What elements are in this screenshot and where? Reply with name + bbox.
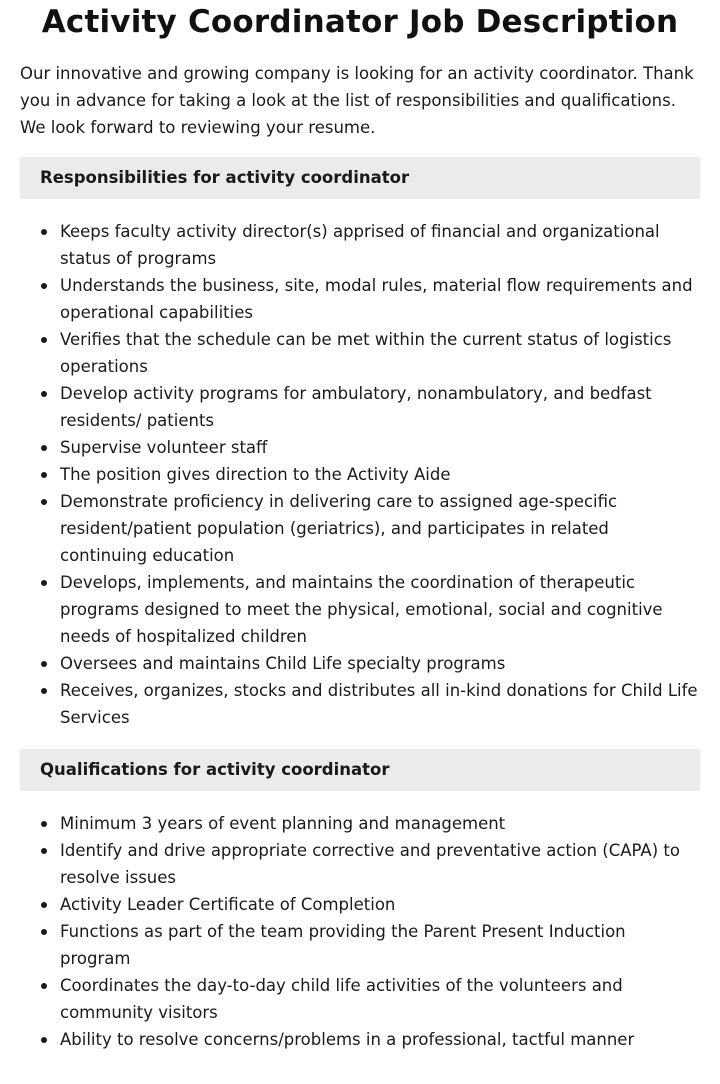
responsibility-text: Develop activity programs for ambulatory, nonambulatory, and bedfast residents/ patients (60, 384, 652, 430)
responsibility-text: Keeps faculty activity director(s) apprised of financial and organizational status of programs (60, 222, 660, 268)
qualifications-list (20, 810, 700, 1053)
bullet-icon (41, 499, 47, 505)
qualification-text: Identify and drive appropriate corrective and preventative action (CAPA) to resolve issues (60, 841, 680, 887)
responsibility-text: The position gives direction to the Activity Aide (60, 465, 451, 484)
intro-paragraph: Our innovative and growing company is looking for an activity coordinator. Thank you in advance for taking a look at the list of responsibilities and qualifications. We look forward to reviewing your resume. (20, 64, 694, 137)
responsibility-item (60, 434, 700, 461)
responsibility-text: Supervise volunteer staff (60, 438, 268, 457)
responsibility-item (60, 677, 700, 731)
bullet-icon (41, 337, 47, 343)
bullet-icon (41, 283, 47, 289)
responsibility-item (60, 218, 700, 272)
bullet-icon (41, 902, 47, 908)
bullet-icon (41, 848, 47, 854)
qualification-item (60, 918, 700, 972)
qualification-text: Functions as part of the team providing the Parent Present Induction program (60, 922, 626, 968)
responsibility-text: Oversees and maintains Child Life specialty programs (60, 654, 506, 673)
page-title: Activity Coordinator Job Description (41, 4, 679, 40)
responsibility-text: Demonstrate proficiency in delivering care to assigned age-specific resident/patient population (geriatrics), and participates in related continuing education (60, 492, 618, 565)
qualification-text: Ability to resolve concerns/problems in a professional, tactful manner (60, 1030, 635, 1049)
bullet-icon (41, 1037, 47, 1043)
responsibility-item (60, 569, 700, 650)
responsibility-item (60, 461, 700, 488)
qualification-text: Activity Leader Certificate of Completion (60, 895, 396, 914)
bullet-icon (41, 688, 47, 694)
responsibility-item (60, 326, 700, 380)
responsibility-item (60, 380, 700, 434)
qualification-item (60, 1026, 700, 1053)
responsibility-text: Understands the business, site, modal rules, material flow requirements and operational capabilities (60, 276, 693, 322)
qualification-item (60, 972, 700, 1026)
responsibility-item (60, 650, 700, 677)
responsibility-item (60, 488, 700, 569)
bullet-icon (41, 445, 47, 451)
responsibilities-heading: Responsibilities for activity coordinator (20, 157, 700, 199)
responsibility-text: Develops, implements, and maintains the coordination of therapeutic programs designed to meet the physical, emotional, social and cognitive needs of hospitalized children (60, 573, 663, 646)
qualification-item (60, 891, 700, 918)
bullet-icon (41, 983, 47, 989)
bullet-icon (41, 661, 47, 667)
bullet-icon (41, 929, 47, 935)
responsibility-item (60, 272, 700, 326)
qualification-text: Minimum 3 years of event planning and management (60, 814, 506, 833)
qualification-text: Coordinates the day-to-day child life activities of the volunteers and community visitors (60, 976, 623, 1022)
responsibility-text: Verifies that the schedule can be met within the current status of logistics operations (60, 330, 672, 376)
bullet-icon (41, 229, 47, 235)
bullet-icon (41, 472, 47, 478)
responsibility-text: Receives, organizes, stocks and distributes all in-kind donations for Child Life Services (60, 681, 698, 727)
qualification-item (60, 810, 700, 837)
bullet-icon (41, 391, 47, 397)
responsibilities-list (20, 218, 700, 731)
qualification-item (60, 837, 700, 891)
bullet-icon (41, 821, 47, 827)
bullet-icon (41, 580, 47, 586)
qualifications-heading: Qualifications for activity coordinator (20, 749, 700, 791)
